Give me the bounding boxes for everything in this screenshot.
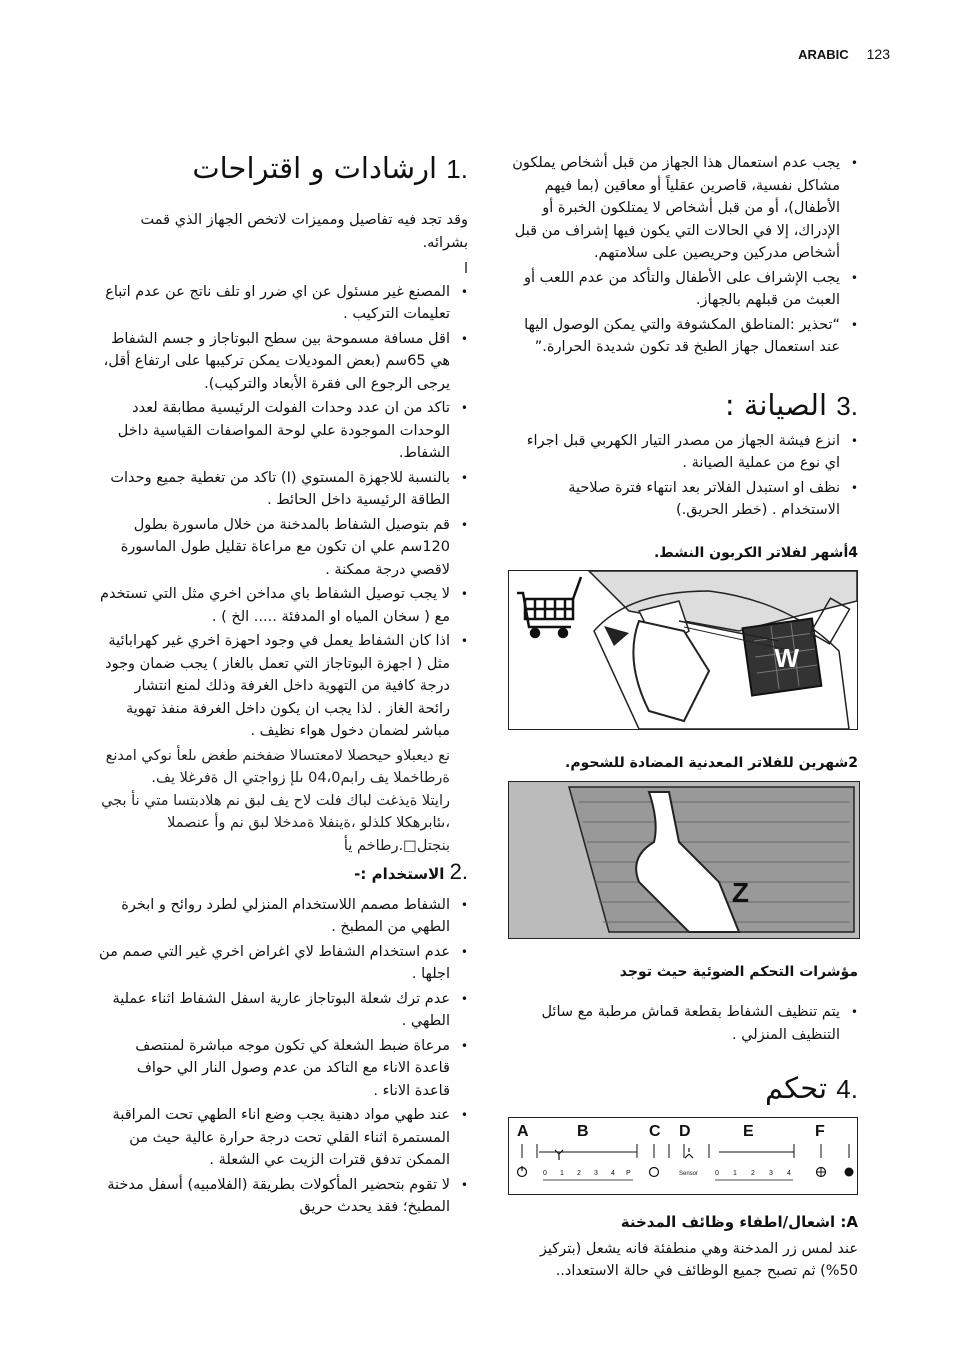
list-item: • لا يجب توصيل الشفاط باي مداخن اخري مثل التي تستخدم مع ( سخان المياه او المدفئة ..... الخ ) . <box>98 583 450 628</box>
section-4-title: .4 تحكم <box>764 1071 858 1105</box>
speed-tick-left: 2 <box>577 1170 581 1177</box>
page-header <box>798 46 890 62</box>
control-label-b: B <box>577 1123 589 1140</box>
list-item: • قم بتوصيل الشفاط بالمدخنة من خلال ماسورة بطول 120سم علي ان تكون مع مراعاة تقليل طول الماسورة لاقصي درجة ممكنة . <box>98 514 450 582</box>
speed-tick-left: 0 <box>543 1170 547 1177</box>
speed-tick-right: 2 <box>751 1170 755 1177</box>
section-1-title: .1 ارشادات و اقتراحات <box>192 151 468 185</box>
sensor-label: Sensor <box>679 1171 699 1177</box>
control-label-c: C <box>649 1123 661 1140</box>
language-label: ARABIC <box>798 46 849 62</box>
control-a-title: A: اشعال/اطفاء وظائف المدخنة <box>620 1213 858 1231</box>
list-item: • انزع فيشة الجهاز من مصدر التيار الكهربي قبل اجراء اي نوع من عملية الصيانة . <box>508 430 840 475</box>
section-2-list <box>98 894 468 1219</box>
list-item: • مرعاة ضبط الشعلة كي تكون موجه مباشرة لمنتصف قاعدة الاناء مع التاكد من عدم وصول النار الي حواف قاعدة الاناء . <box>98 1035 450 1103</box>
speed-tick-right: 3 <box>769 1170 773 1177</box>
speed-tick-left: P <box>626 1170 631 1177</box>
timer-icon <box>650 1168 659 1177</box>
speed-tick-right: 0 <box>715 1170 719 1177</box>
power-icon <box>518 1166 527 1177</box>
control-label-e: E <box>743 1123 754 1140</box>
left-column <box>98 150 468 1221</box>
control-label-d: D <box>679 1123 691 1140</box>
section-3-title: .3 الصيانة : <box>724 387 858 422</box>
cleaning-list <box>508 1001 858 1046</box>
garbled-text-1: نع ديعبلاو حيحصلا لامعتسالا ضفخنم طغض ىلعأ نوكي امدنع ةرطاخملا يف رابم04،0 ىلإ زواجتي ال ةفرغلا يف. <box>105 747 450 786</box>
list-item: • لا تقوم بتحضير المأكولات بطريقة (الفلامبيه) أسفل مدخنة المطبخ؛ فقد يحدث حريق <box>98 1174 450 1219</box>
list-item: • الشفاط مصمم اللاستخدام المنزلي لطرد روائح و ابخرة الطهي من المطبخ . <box>98 894 450 939</box>
metal-filter-figure <box>508 781 860 939</box>
right-column <box>508 140 858 1283</box>
list-item: • “تحذير :المناطق المكشوفة والتي يمكن الوصول اليها عند استعمال جهاز الطبخ قد تكون شديدة الحرارة.” <box>508 314 840 359</box>
list-item: • عند طهي مواد دهنية يجب وضع اناء الطهي تحت المراقبة المستمرة اثناء القلي تحت درجة حرارة عالية حيث من الممكن تدفق قترات الزيت عي الشعلة . <box>98 1104 450 1172</box>
safety-list <box>508 152 858 359</box>
control-label-a: A <box>517 1123 529 1140</box>
list-item: • يتم تنظيف الشفاط بقطعة قماش مرطبة مع سائل التنظيف المنزلي . <box>508 1001 840 1046</box>
list-item: • يجب الإشراف على الأطفال والتأكد من عدم اللعب أو العبث من قبلهم بالجهاز. <box>508 267 840 312</box>
speed-tick-left: 3 <box>594 1170 598 1177</box>
metal-filter-letter: Z <box>731 876 749 908</box>
garbled-text-2: رايتلا ةيذغت لباك فلت لاح يف لبق نم هلادبتسا متي نأ بجي ،ىئابرهكلا كلذلو ،ةينفلا ةمدخلا لبق نم وأ عنصملا بنجتل□.رطاخم يأ <box>101 792 450 854</box>
list-item: • يجب عدم استعمال هذا الجهاز من قبل أشخاص يملكون مشاكل نفسية، قاصرين عقلياً أو معاقين (بما فيهم الأطفال)، أو من قبل أشخاص لا يمتلكون الخبرة أو الإدراك، إلا في الحالات التي يكون فيها إشراف من قبل أشخاص مدركين وحريصين على سلامتهم. <box>508 152 840 265</box>
carbon-filter-caption: 4أشهر لفلاتر الكربون النشط. <box>653 544 858 561</box>
speed-tick-right: 4 <box>787 1170 791 1177</box>
list-item: • عدم استخدام الشفاط لاي اغراض اخري غير التي صمم من اجلها . <box>98 941 450 986</box>
page-number: 123 <box>866 46 890 62</box>
metal-filter-caption: 2شهرين للفلاتر المعدنية المضادة للشحوم. <box>565 755 858 771</box>
list-item: • المصنع غير مسئول عن اي ضرر او تلف ناتج عن عدم اتباع تعليمات التركيب . <box>98 281 450 326</box>
list-item: • تاكد من ان عدد وحدات الفولت الرئيسية مطابقة لعدد الوحدات الموجودة علي لوحة المواصفات القياسية داخل الشفاط. <box>98 397 450 465</box>
control-a-text: عند لمس زر المدخنة وهي منطفئة فانه يشعل (بتركيز 50%) ثم تصبح جميع الوظائف في حالة الاستعداد.. <box>539 1240 858 1279</box>
speed-tick-right: 1 <box>733 1170 737 1177</box>
carbon-filter-letter: W <box>774 643 799 673</box>
control-panel-diagram <box>508 1117 858 1195</box>
light-icon <box>685 1148 693 1158</box>
section-3-list <box>508 430 858 522</box>
indicators-caption: مؤشرات التحكم الضوئية حيث توجد <box>619 963 858 980</box>
indicator-dot-icon <box>845 1168 854 1177</box>
list-item: • عدم ترك شعلة البوتاجاز عارية اسفل الشفاط اثناء عملية الطهي . <box>98 988 450 1033</box>
section-2-title: .2 الاستخدام :- <box>354 859 468 884</box>
speed-tick-left: 1 <box>560 1170 564 1177</box>
list-item: • اذا كان الشفاط يعمل في وجود احهزة اخري غير كهرابائية مثل ( اجهزة البوتاجاز التي تعمل بالغاز ) يجب ضمان وجود درجة كافية من التهوية داخل الغرفة وذلك لمنع انتشار رائحة الغاز . لذا يجب ان يكون داخل الغرفة منفذ تهوية مباشر لضمان دخول هواء نظيف . <box>98 630 450 743</box>
carbon-filter-figure <box>508 570 858 730</box>
list-item: • نظف او استبدل الفلاتر بعد انتهاء فترة صلاحية الاستخدام . (خطر الحريق.) <box>508 477 840 522</box>
section-1-list <box>98 281 468 743</box>
list-item: • بالنسبة للاجهزة المستوي (I) تاكد من تغطية جميع وحدات الطاقة الرئيسية داخل الحائط . <box>98 467 450 512</box>
speed-tick-left: 4 <box>611 1170 615 1177</box>
section-1-intro: وقد تجد فيه تفاصيل ومميزات لاتخص الجهاز الذي قمت بشرائه. <box>140 212 468 251</box>
control-label-f: F <box>815 1123 825 1140</box>
grid-icon <box>816 1167 826 1177</box>
section-1-mark: ا <box>463 261 468 277</box>
list-item: • اقل مسافة مسموحة بين سطح البوتاجاز و جسم الشفاط هي 65سم (بعض الموديلات يمكن تركيبها على ارتفاع أقل، يرجى الرجوع الى فقرة الأبعاد والتركيب). <box>98 328 450 396</box>
